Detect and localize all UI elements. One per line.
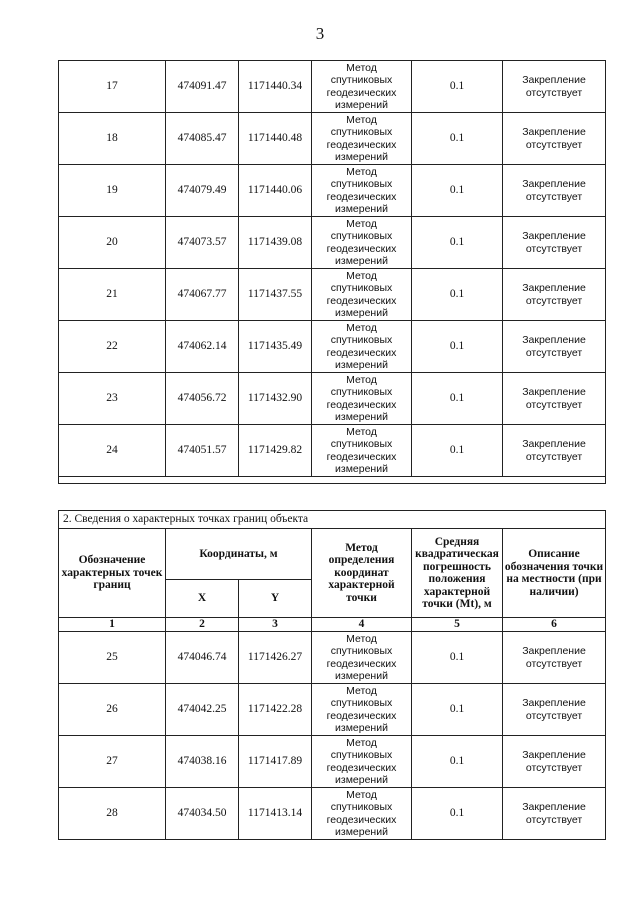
column-number: 6 xyxy=(503,618,606,632)
method-line: геодезических xyxy=(326,294,397,307)
description-cell xyxy=(503,632,606,684)
description-line: отсутствует xyxy=(525,761,583,774)
table-row xyxy=(59,165,606,217)
column-number: 3 xyxy=(239,618,312,632)
method-line: спутниковых xyxy=(330,438,393,450)
description-line: Закрепление xyxy=(522,282,586,294)
accuracy-cell: 0.1 xyxy=(412,425,503,477)
coord-x-cell: 474051.57 xyxy=(166,425,239,477)
method-line: геодезических xyxy=(326,398,397,411)
description-cell xyxy=(503,425,606,477)
description-line: Закрепление xyxy=(522,230,586,242)
coord-y-cell: 1171426.27 xyxy=(239,632,312,684)
accuracy-cell: 0.1 xyxy=(412,321,503,373)
method-line: Метод xyxy=(346,269,377,282)
description-cell xyxy=(503,684,606,736)
method-line: геодезических xyxy=(326,190,397,203)
method-line: Метод xyxy=(346,113,377,126)
description-line: отсутствует xyxy=(525,86,583,99)
description-line: Закрепление xyxy=(522,386,586,398)
accuracy-cell: 0.1 xyxy=(412,165,503,217)
description-line: отсутствует xyxy=(525,294,583,307)
method-line: спутниковых xyxy=(330,282,393,294)
method-line: Метод xyxy=(346,736,377,749)
point-number-cell: 23 xyxy=(59,373,166,425)
method-line: спутниковых xyxy=(330,697,393,709)
description-line: Закрепление xyxy=(522,178,586,190)
method-line: спутниковых xyxy=(330,178,393,190)
accuracy-cell: 0.1 xyxy=(412,632,503,684)
header-method: Метод определения координат характерной точки xyxy=(312,529,412,618)
point-number-cell: 25 xyxy=(59,632,166,684)
column-number: 1 xyxy=(59,618,166,632)
method-line: измерений xyxy=(335,151,388,163)
method-line: Метод xyxy=(346,321,377,334)
method-cell xyxy=(312,269,412,321)
coord-y-cell: 1171440.34 xyxy=(239,61,312,113)
table-row xyxy=(59,61,606,113)
method-line: измерений xyxy=(335,826,388,838)
method-line: измерений xyxy=(335,774,388,786)
description-cell xyxy=(503,736,606,788)
method-line: Метод xyxy=(346,217,377,230)
method-line: Метод xyxy=(346,373,377,386)
method-line: спутниковых xyxy=(330,749,393,761)
method-cell xyxy=(312,165,412,217)
method-line: геодезических xyxy=(326,813,397,826)
point-number-cell: 19 xyxy=(59,165,166,217)
method-line: Метод xyxy=(346,425,377,438)
description-line: Закрепление xyxy=(522,438,586,450)
accuracy-cell: 0.1 xyxy=(412,736,503,788)
point-number-cell: 17 xyxy=(59,61,166,113)
coord-y-cell: 1171437.55 xyxy=(239,269,312,321)
header-y: Y xyxy=(239,580,312,618)
accuracy-cell: 0.1 xyxy=(412,684,503,736)
method-line: геодезических xyxy=(326,761,397,774)
method-line: спутниковых xyxy=(330,74,393,86)
coord-y-cell: 1171432.90 xyxy=(239,373,312,425)
method-cell xyxy=(312,632,412,684)
method-line: геодезических xyxy=(326,138,397,151)
description-line: Закрепление xyxy=(522,334,586,346)
method-cell xyxy=(312,736,412,788)
table-row xyxy=(59,632,606,684)
method-line: измерений xyxy=(335,99,388,111)
method-line: геодезических xyxy=(326,86,397,99)
method-cell xyxy=(312,373,412,425)
accuracy-cell: 0.1 xyxy=(412,113,503,165)
description-cell xyxy=(503,61,606,113)
method-cell xyxy=(312,61,412,113)
method-cell xyxy=(312,684,412,736)
method-line: Метод xyxy=(346,632,377,645)
page-number: 3 xyxy=(315,24,325,43)
header-x: X xyxy=(166,580,239,618)
point-number-cell: 22 xyxy=(59,321,166,373)
description-line: отсутствует xyxy=(525,709,583,722)
point-number-cell: 21 xyxy=(59,269,166,321)
description-line: отсутствует xyxy=(525,813,583,826)
boundary-points-table xyxy=(58,510,606,840)
column-number: 2 xyxy=(166,618,239,632)
description-line: Закрепление xyxy=(522,645,586,657)
description-line: отсутствует xyxy=(525,450,583,463)
description-cell xyxy=(503,113,606,165)
method-line: геодезических xyxy=(326,242,397,255)
method-line: спутниковых xyxy=(330,645,393,657)
table-row xyxy=(59,321,606,373)
coord-x-cell: 474085.47 xyxy=(166,113,239,165)
point-number-cell: 27 xyxy=(59,736,166,788)
column-number: 5 xyxy=(412,618,503,632)
method-cell xyxy=(312,425,412,477)
description-cell xyxy=(503,321,606,373)
description-line: Закрепление xyxy=(522,74,586,86)
description-line: Закрепление xyxy=(522,801,586,813)
coord-y-cell: 1171417.89 xyxy=(239,736,312,788)
method-cell xyxy=(312,217,412,269)
method-line: Метод xyxy=(346,61,377,74)
description-line: Закрепление xyxy=(522,126,586,138)
method-line: измерений xyxy=(335,359,388,371)
method-line: спутниковых xyxy=(330,230,393,242)
table-title: 2. Сведения о характерных точках границ объекта xyxy=(59,511,606,529)
point-number-cell: 26 xyxy=(59,684,166,736)
method-cell xyxy=(312,321,412,373)
table-row xyxy=(59,217,606,269)
coord-x-cell: 474073.57 xyxy=(166,217,239,269)
method-line: спутниковых xyxy=(330,126,393,138)
coord-x-cell: 474034.50 xyxy=(166,788,239,840)
coord-y-cell: 1171429.82 xyxy=(239,425,312,477)
coord-y-cell: 1171440.48 xyxy=(239,113,312,165)
points-table-continued xyxy=(58,60,606,484)
method-line: геодезических xyxy=(326,450,397,463)
method-line: Метод xyxy=(346,788,377,801)
description-line: отсутствует xyxy=(525,657,583,670)
method-line: измерений xyxy=(335,722,388,734)
point-number-cell: 24 xyxy=(59,425,166,477)
header-coordinates: Координаты, м xyxy=(166,529,312,580)
method-line: Метод xyxy=(346,684,377,697)
description-line: отсутствует xyxy=(525,242,583,255)
description-line: Закрепление xyxy=(522,749,586,761)
method-line: Метод xyxy=(346,165,377,178)
description-cell xyxy=(503,269,606,321)
coord-x-cell: 474038.16 xyxy=(166,736,239,788)
description-cell xyxy=(503,217,606,269)
coord-x-cell: 474056.72 xyxy=(166,373,239,425)
method-cell xyxy=(312,788,412,840)
accuracy-cell: 0.1 xyxy=(412,788,503,840)
table-row xyxy=(59,684,606,736)
header-description: Описание обозначения точки на местности (при наличии) xyxy=(503,529,606,618)
coord-x-cell: 474046.74 xyxy=(166,632,239,684)
table-row xyxy=(59,269,606,321)
method-line: геодезических xyxy=(326,346,397,359)
coord-x-cell: 474067.77 xyxy=(166,269,239,321)
description-cell xyxy=(503,373,606,425)
column-number: 4 xyxy=(312,618,412,632)
description-line: отсутствует xyxy=(525,138,583,151)
method-line: геодезических xyxy=(326,709,397,722)
method-line: измерений xyxy=(335,411,388,423)
coord-y-cell: 1171422.28 xyxy=(239,684,312,736)
header-accuracy: Средняя квадратическая погрешность положения характерной точки (Mt), м xyxy=(412,529,503,618)
coord-x-cell: 474079.49 xyxy=(166,165,239,217)
method-line: измерений xyxy=(335,203,388,215)
method-line: измерений xyxy=(335,463,388,475)
table-row xyxy=(59,113,606,165)
accuracy-cell: 0.1 xyxy=(412,61,503,113)
accuracy-cell: 0.1 xyxy=(412,373,503,425)
coord-x-cell: 474091.47 xyxy=(166,61,239,113)
method-line: измерений xyxy=(335,255,388,267)
table-row xyxy=(59,736,606,788)
method-line: спутниковых xyxy=(330,386,393,398)
point-number-cell: 28 xyxy=(59,788,166,840)
method-line: измерений xyxy=(335,307,388,319)
point-number-cell: 20 xyxy=(59,217,166,269)
method-line: геодезических xyxy=(326,657,397,670)
description-line: отсутствует xyxy=(525,398,583,411)
coord-y-cell: 1171413.14 xyxy=(239,788,312,840)
description-line: отсутствует xyxy=(525,190,583,203)
coord-x-cell: 474042.25 xyxy=(166,684,239,736)
accuracy-cell: 0.1 xyxy=(412,217,503,269)
coord-x-cell: 474062.14 xyxy=(166,321,239,373)
method-line: спутниковых xyxy=(330,801,393,813)
method-line: измерений xyxy=(335,670,388,682)
empty-cell xyxy=(59,477,606,484)
accuracy-cell: 0.1 xyxy=(412,269,503,321)
coord-y-cell: 1171435.49 xyxy=(239,321,312,373)
description-line: Закрепление xyxy=(522,697,586,709)
table-row xyxy=(59,425,606,477)
table-row xyxy=(59,373,606,425)
description-cell xyxy=(503,788,606,840)
description-cell xyxy=(503,165,606,217)
table-row xyxy=(59,788,606,840)
header-designation: Обозначение характерных точек границ xyxy=(59,529,166,618)
description-line: отсутствует xyxy=(525,346,583,359)
coord-y-cell: 1171439.08 xyxy=(239,217,312,269)
table-end-row xyxy=(59,477,606,484)
method-cell xyxy=(312,113,412,165)
point-number-cell: 18 xyxy=(59,113,166,165)
method-line: спутниковых xyxy=(330,334,393,346)
coord-y-cell: 1171440.06 xyxy=(239,165,312,217)
